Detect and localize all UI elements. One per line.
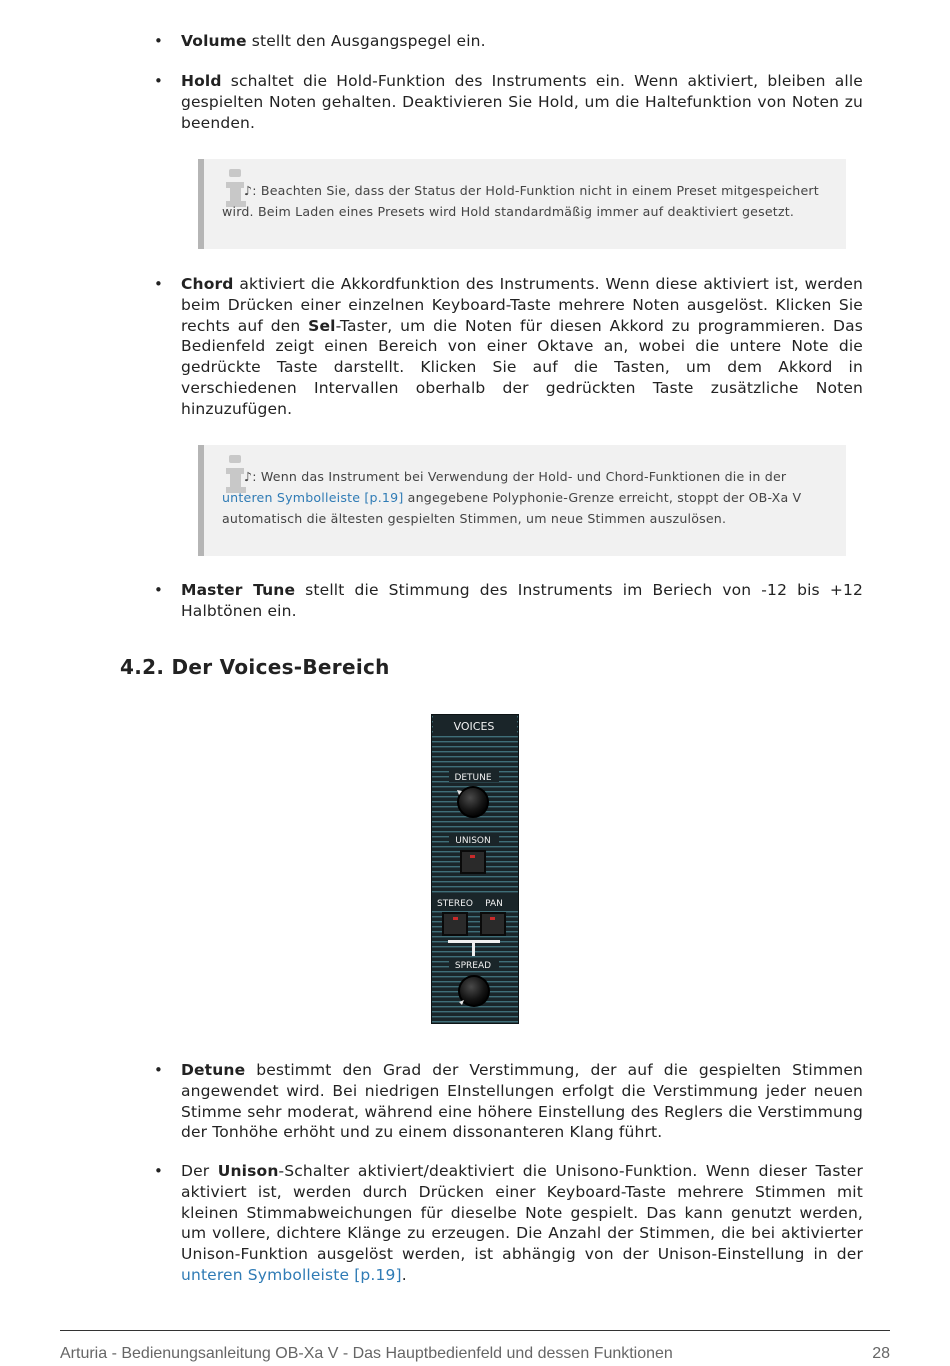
- spread-knob[interactable]: [460, 977, 488, 1005]
- panel-title: VOICES: [453, 720, 495, 733]
- term-detune: Detune: [181, 1061, 246, 1079]
- bullet-chord-text-2: -Taster, um die Noten für diesen Akkord zu programmieren. Das Bedienfeld zeigt einen Bereich von einer Oktave an, wobei die untere Note die gedrückte Taste darstellt. Klicken Sie auf die Tasten, um dem Akkord in verschiedenen Intervallen oberhalb der gedrückten Taste zusätzliche Noten hinzuzufügen.: [181, 316, 864, 418]
- bullet-volume-text: stellt den Ausgangspegel ein.: [246, 32, 486, 50]
- voices-panel: [431, 714, 519, 1024]
- bullet-volume: [181, 31, 863, 52]
- footer-text: Arturia - Bedienungsanleitung OB-Xa V - Das Hauptbedienfeld und dessen Funktionen: [60, 1345, 673, 1362]
- bullet-unison: [181, 1161, 863, 1286]
- unison-label: UNISON: [455, 836, 491, 846]
- bullet-unison-text: -Schalter aktiviert/deaktiviert die Unisono-Funktion. Wenn dieser Taster aktiviert ist, werden durch Drücken einer Keyboard-Taste mehrere Stimmen mit kleinen Stimmabweichungen für dieselbe Note gespielt. Das kann genutzt werden, um vollere, dichtere Klänge zu erzeugen. Die Anzahl der Stimmen, die bei aktivierter Unison-Funktion ausgelöst werden, ist abhängig von der Unison-Einstellung in der: [181, 1162, 863, 1264]
- note-box-hold: [198, 159, 846, 249]
- bullet-chord-text-1: aktiviert die Akkordfunktion des Instruments. Wenn diese aktiviert ist, werden beim Drücken einer einzelnen Keyboard-Taste mehrere Noten ausgelöst. Klicken Sie rechts auf den: [181, 275, 863, 335]
- bullet-unison-post: .: [401, 1265, 407, 1284]
- bullet-master-tune-text: stellt die Stimmung des Instruments im Beriech von -12 bis +12 Halbtönen ein.: [181, 581, 863, 620]
- link-untere-symbolleiste-2[interactable]: unteren Symbolleiste [p.19]: [181, 1265, 402, 1284]
- note-chord-post: angegebene Polyphonie-Grenze erreicht, stoppt der OB-Xa V automatisch die ältesten gespielten Stimmen, um neue Stimmen auszulösen.: [222, 489, 802, 526]
- bullet-detune: [181, 1060, 863, 1143]
- bullet-detune-text: bestimmt den Grad der Verstimmung, der auf die gespielten Stimmen angewendet wird. Bei niedrigen EInstellungen erfolgt die Verstimmung jeder neuen Stimme sehr moderat, während eine höhere Einstellung des Reglers die Verstimmung der Tonhöhe erhöht und zu einem dissonanteren Klang führt.: [181, 1061, 863, 1142]
- stereo-label: STEREO: [437, 899, 473, 909]
- pan-label: PAN: [485, 899, 503, 909]
- detune-knob[interactable]: [459, 788, 487, 816]
- spread-label: SPREAD: [454, 961, 492, 971]
- note-text-hold: ♪: Beachten Sie, dass der Status der Hold-Funktion nicht in einem Preset mitgespeichert wird. Beim Laden eines Presets wird Hold standardmäßig immer auf deaktiviert gesetzt.: [222, 183, 819, 219]
- bullet-hold: [181, 71, 863, 133]
- bullet-unison-pre: Der: [181, 1162, 218, 1180]
- page-number: 28: [872, 1345, 890, 1362]
- term-hold: Hold: [181, 72, 222, 90]
- note-box-chord: [198, 445, 846, 556]
- stereo-led: [453, 917, 458, 920]
- bullet-master-tune: [181, 580, 863, 622]
- footer-divider: [60, 1330, 890, 1331]
- note-text-chord: [222, 467, 828, 529]
- bullet-chord: [181, 274, 863, 420]
- bullet-hold-text: schaltet die Hold-Funktion des Instruments ein. Wenn aktiviert, bleiben alle gespielten Noten gehalten. Deaktivieren Sie Hold, um die Haltefunktion von Noten zu beenden.: [181, 72, 863, 132]
- link-untere-symbolleiste[interactable]: unteren Symbolleiste [p.19]: [222, 489, 404, 505]
- term-sel: Sel: [308, 316, 336, 335]
- term-volume: Volume: [181, 32, 247, 50]
- term-chord: Chord: [181, 275, 234, 293]
- pan-led: [490, 917, 495, 920]
- term-unison: Unison: [217, 1162, 279, 1180]
- section-heading: 4.2. Der Voices-Bereich: [120, 655, 390, 679]
- voices-panel-image: [431, 714, 519, 1024]
- detune-label: DETUNE: [454, 773, 492, 783]
- note-chord-pre: ♪: Wenn das Instrument bei Verwendung der Hold- und Chord-Funktionen die in der: [244, 469, 787, 484]
- unison-led: [470, 855, 475, 858]
- term-master-tune: Master Tune: [181, 581, 296, 599]
